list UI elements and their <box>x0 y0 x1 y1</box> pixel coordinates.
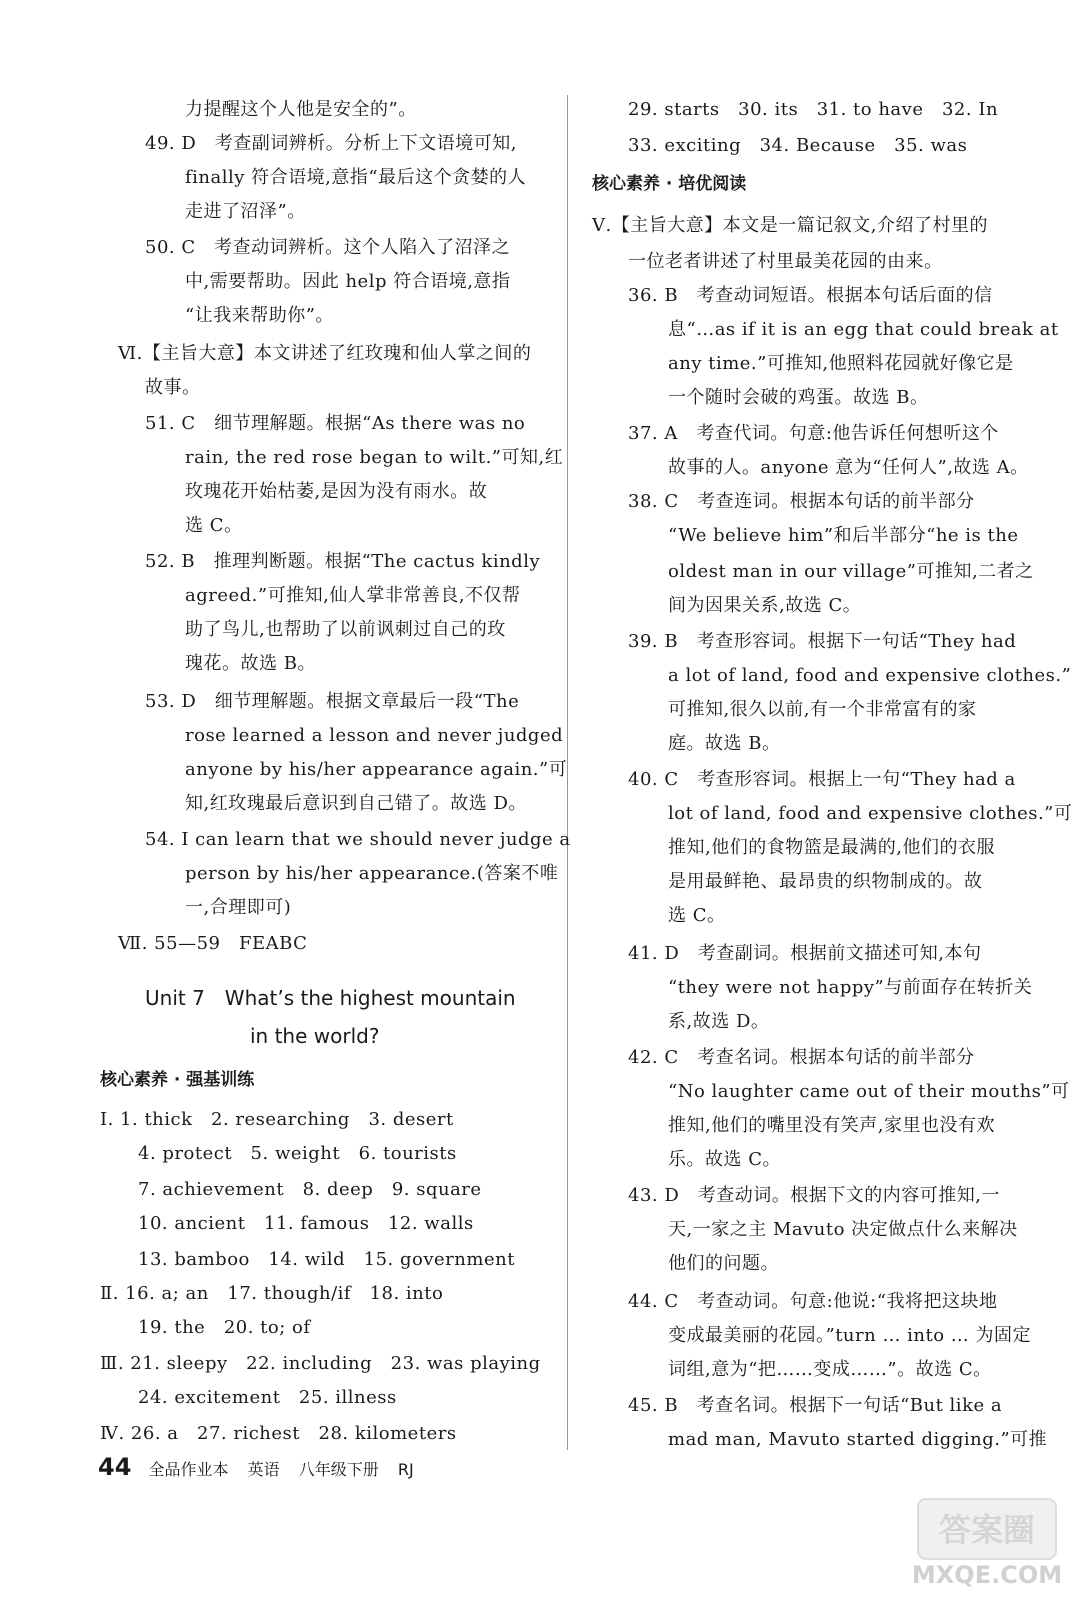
text-line: agreed.”可推知,仙人掌非常善良,不仅帮 <box>185 585 521 606</box>
text-line: Ⅵ.【主旨大意】本文讲述了红玫瑰和仙人掌之间的 <box>118 343 532 364</box>
text-line: Ⅶ. 55—59 FEABC <box>118 933 308 954</box>
text-line: 助了鸟儿,也帮助了以前讽刺过自己的玫 <box>185 619 506 640</box>
text-line: 走进了沼泽”。 <box>185 201 306 222</box>
book-title: 全品作业本 <box>148 1460 229 1479</box>
text-line: Ⅳ. 26. a 27. richest 28. kilometers <box>100 1423 457 1444</box>
text-line: 中,需要帮助。因此 help 符合语境,意指 <box>185 271 511 292</box>
text-line: 庭。故选 B。 <box>668 733 781 754</box>
subject-label: 英语 <box>247 1460 280 1479</box>
page-footer <box>98 1452 428 1485</box>
text-line: 乐。故选 C。 <box>668 1149 781 1170</box>
text-line: 选 C。 <box>185 515 243 536</box>
text-line: rain, the red rose began to wilt.”可知,红 <box>185 447 564 468</box>
text-line: 系,故选 D。 <box>668 1011 770 1032</box>
text-line: 53. D 细节理解题。根据文章最后一段“The <box>145 691 520 712</box>
grade-label: 八年级下册 <box>298 1460 379 1479</box>
unit-title: Unit 7 What’s the highest mountain <box>145 986 516 1010</box>
text-line: 41. D 考查副词。根据前文描述可知,本句 <box>628 943 982 964</box>
text-line: Ⅴ.【主旨大意】本文是一篇记叙文,介绍了村里的 <box>592 215 988 236</box>
text-line: 故事的人。anyone 意为“任何人”,故选 A。 <box>668 457 1029 478</box>
text-line: person by his/her appearance.(答案不唯 <box>185 863 559 884</box>
text-line: 选 C。 <box>668 905 726 926</box>
text-line: 40. C 考查形容词。根据上一句“They had a <box>628 769 1016 790</box>
text-line: Ⅲ. 21. sleepy 22. including 23. was playing <box>100 1353 541 1374</box>
text-line: 52. B 推理判断题。根据“The cactus kindly <box>145 551 541 572</box>
text-line: 是用最鲜艳、最昂贵的织物制成的。故 <box>668 871 983 892</box>
text-line: Ⅰ. 1. thick 2. researching 3. desert <box>100 1109 454 1130</box>
text-line: 7. achievement 8. deep 9. square <box>138 1179 482 1200</box>
text-line: lot of land, food and expensive clothes.”可 <box>668 803 1073 824</box>
text-line: 词组,意为“把……变成……”。故选 C。 <box>668 1359 992 1380</box>
text-line: 49. D 考查副词辨析。分析上下文语境可知, <box>145 133 517 154</box>
text-line: anyone by his/her appearance again.”可 <box>185 759 568 780</box>
text-line: “We believe him”和后半部分“he is the <box>668 525 1019 546</box>
text-line: oldest man in our village”可推知,二者之 <box>668 561 1034 582</box>
text-line: 推知,他们的食物篮是最满的,他们的衣服 <box>668 837 995 858</box>
text-line: 44. C 考查动词。句意:他说:“我将把这块地 <box>628 1291 998 1312</box>
text-line: 一,合理即可) <box>185 897 292 918</box>
text-line: 37. A 考查代词。句意:他告诉任何想听这个 <box>628 423 999 444</box>
text-line: 推知,他们的嘴里没有笑声,家里也没有欢 <box>668 1115 995 1136</box>
text-line: 45. B 考查名词。根据下一句话“But like a <box>628 1395 1003 1416</box>
section-heading: 核心素养 · 强基训练 <box>100 1070 255 1090</box>
text-line: 24. excitement 25. illness <box>138 1387 397 1408</box>
text-line: any time.”可推知,他照料花园就好像它是 <box>668 353 1014 374</box>
text-line: 50. C 考查动词辨析。这个人陷入了沼泽之 <box>145 237 511 258</box>
text-line: 故事。 <box>145 377 201 398</box>
text-line: Ⅱ. 16. a; an 17. though/if 18. into <box>100 1283 444 1304</box>
text-line: 51. C 细节理解题。根据“As there was no <box>145 413 526 434</box>
text-line: 他们的问题。 <box>668 1253 779 1274</box>
text-line: 力提醒这个人他是安全的”。 <box>185 99 417 120</box>
text-line: mad man, Mavuto started digging.”可推 <box>668 1429 1048 1450</box>
text-line: “they were not happy”与前面存在转折关 <box>668 977 1033 998</box>
text-line: “让我来帮助你”。 <box>185 305 334 326</box>
page-number: 44 <box>98 1453 132 1481</box>
text-line: 4. protect 5. weight 6. tourists <box>138 1143 457 1164</box>
text-line: 13. bamboo 14. wild 15. government <box>138 1249 515 1270</box>
text-line: 间为因果关系,故选 C。 <box>668 595 862 616</box>
edition-label: RJ <box>397 1460 414 1479</box>
text-line: 39. B 考查形容词。根据下一句话“They had <box>628 631 1017 652</box>
text-line: 54. I can learn that we should never judge a <box>145 829 571 850</box>
text-line: 变成最美丽的花园。”turn … into … 为固定 <box>668 1325 1032 1346</box>
text-line: 29. starts 30. its 31. to have 32. In <box>628 99 999 120</box>
text-line: 36. B 考查动词短语。根据本句话后面的信 <box>628 285 993 306</box>
svg-text:MXQE.COM: MXQE.COM <box>912 1561 1062 1589</box>
text-line: 33. exciting 34. Because 35. was <box>628 135 968 156</box>
text-line: rose learned a lesson and never judged <box>185 725 564 746</box>
text-line: finally 符合语境,意指“最后这个贪婪的人 <box>185 167 527 188</box>
text-line: 息“…as if it is an egg that could break at <box>668 319 1059 340</box>
text-line: “No laughter came out of their mouths”可 <box>668 1081 1070 1102</box>
text-line: 19. the 20. to; of <box>138 1317 311 1338</box>
text-line: 知,红玫瑰最后意识到自己错了。故选 D。 <box>185 793 527 814</box>
text-line: 一个随时会破的鸡蛋。故选 B。 <box>668 387 929 408</box>
text-line: 玫瑰花开始枯萎,是因为没有雨水。故 <box>185 481 488 502</box>
text-line: 43. D 考查动词。根据下文的内容可推知,一 <box>628 1185 1000 1206</box>
svg-text:答案圈: 答案圈 <box>938 1511 1036 1549</box>
text-line: 天,一家之主 Mavuto 决定做点什么来解决 <box>668 1219 1018 1240</box>
text-line: 42. C 考查名词。根据本句话的前半部分 <box>628 1047 975 1068</box>
text-line: 瑰花。故选 B。 <box>185 653 316 674</box>
text-line: 可推知,很久以前,有一个非常富有的家 <box>668 699 977 720</box>
text-line: 38. C 考查连词。根据本句话的前半部分 <box>628 491 975 512</box>
text-line: 10. ancient 11. famous 12. walls <box>138 1213 474 1234</box>
text-line: 一位老者讲述了村里最美花园的由来。 <box>628 251 943 272</box>
section-heading: 核心素养 · 培优阅读 <box>592 174 747 194</box>
unit-title: in the world? <box>250 1024 380 1048</box>
watermark-logo <box>912 1493 1062 1593</box>
text-line: a lot of land, food and expensive clothes.” <box>668 665 1072 686</box>
